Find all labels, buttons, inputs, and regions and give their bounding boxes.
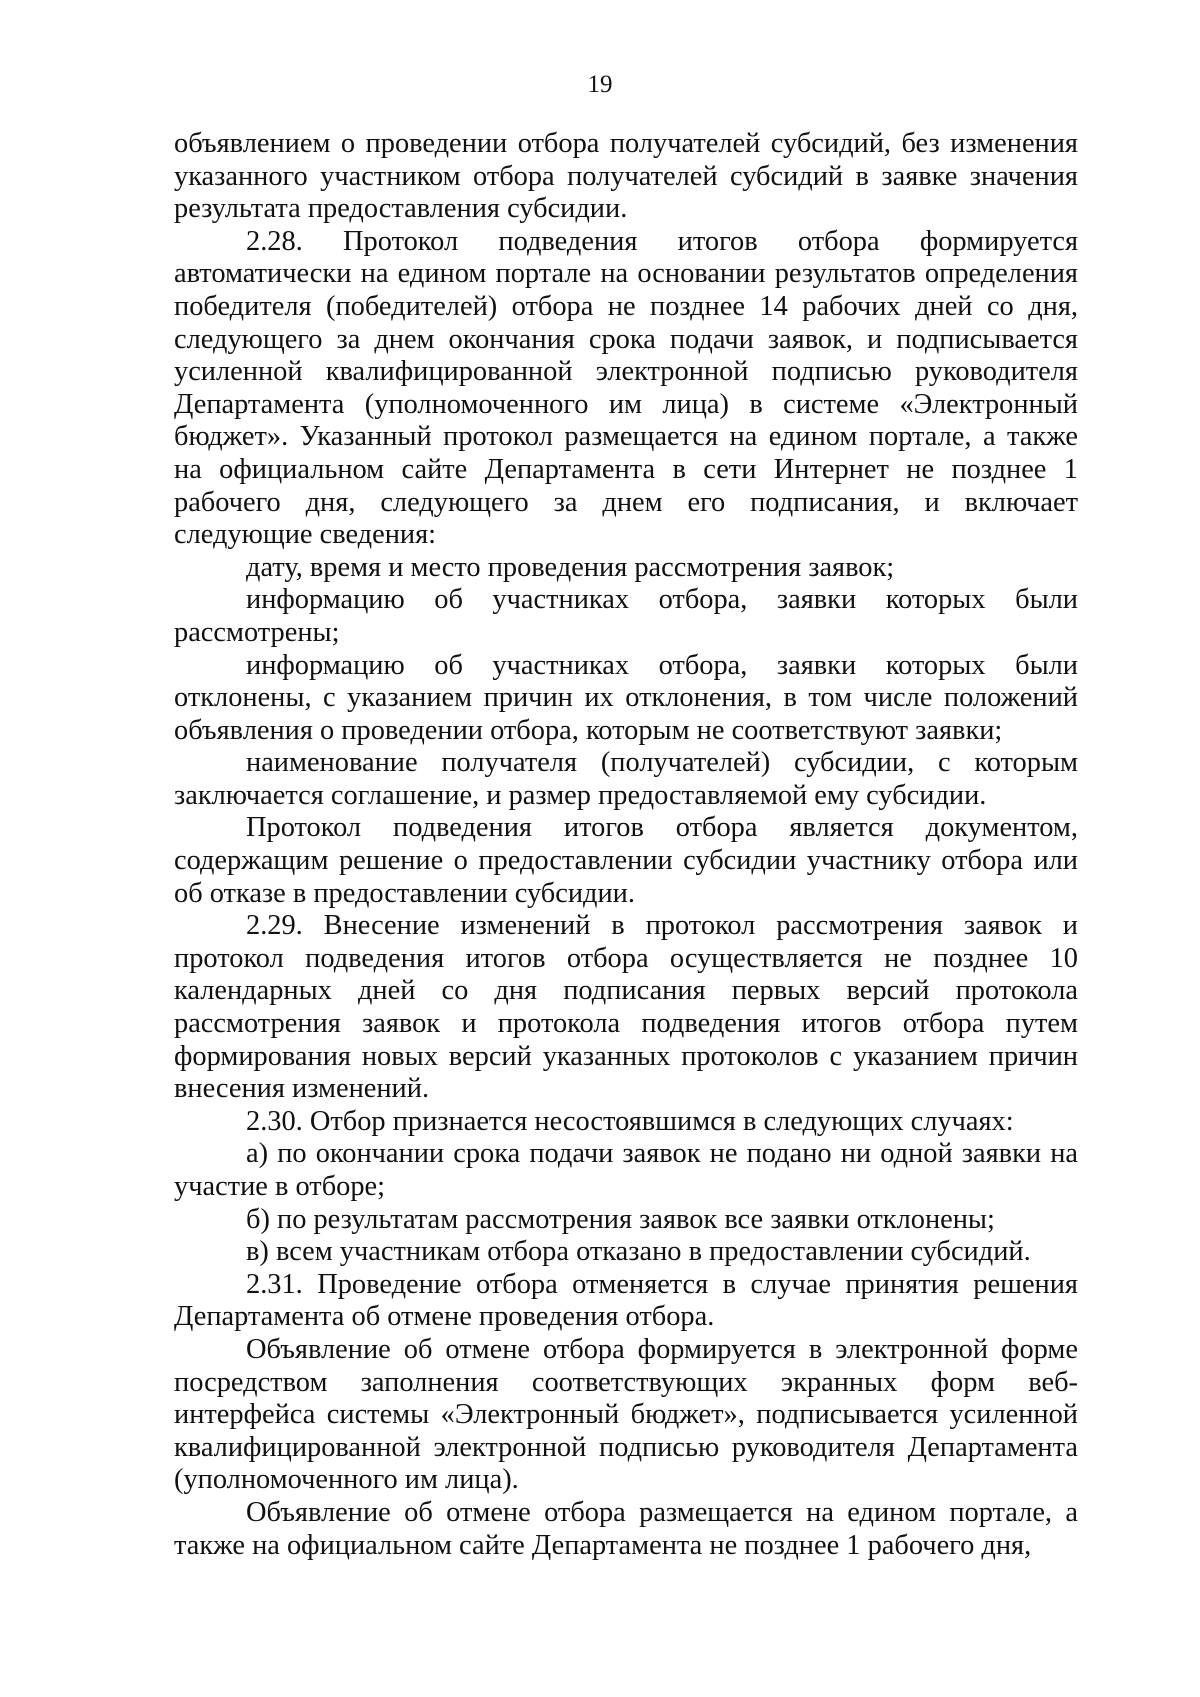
- list-item-v: в) всем участникам отбора отказано в предоставлении субсидий.: [246, 1236, 1031, 1268]
- paragraph-continuation: объявлением о проведении отбора получателей субсидий, без изменения указанного участником отбора получателей субсидий в заявке значения результата предоставления субсидии.: [174, 128, 1078, 225]
- paragraph-protocol-decision: Протокол подведения итогов отбора является документом, содержащим решение о предоставлении субсидии участнику отбора или об отказе в предоставлении субсидии.: [174, 812, 1078, 909]
- list-item-review-date: дату, время и место проведения рассмотрения заявок;: [246, 551, 895, 583]
- paragraph-2-28: 2.28. Протокол подведения итогов отбора формируется автоматически на едином портале на основании результатов определения победителя (победителей) отбора не позднее 14 рабочих дней со дня, следующего за днем окончания срока подачи заявок, и подписывается усиленной квалифицированной электронной подписью руководителя Департамента (уполномоченного им лица) в системе «Электронный бюджет». Указанный протокол размещается на едином портале, а также на официальном сайте Департамента в сети Интернет не позднее 1 рабочего дня, следующего за днем его подписания, и включает следующие сведения:: [174, 225, 1078, 551]
- paragraph-2-31: 2.31. Проведение отбора отменяется в случае принятия решения Департамента об отмене проведения отбора.: [174, 1268, 1078, 1333]
- page-number: 19: [587, 71, 613, 98]
- document-body: [174, 128, 1078, 1562]
- paragraph-2-30: 2.30. Отбор признается несостоявшимся в следующих случаях:: [246, 1105, 1014, 1137]
- list-item-recipient-name: наименование получателя (получателей) субсидии, с которым заключается соглашение, и размер предоставляемой ему субсидии.: [174, 747, 1078, 811]
- list-item-rejected-participants: информацию об участниках отбора, заявки которых были отклонены, с указанием причин их отклонения, в том числе положений объявления о проведении отбора, которым не соответствуют заявки;: [174, 649, 1078, 746]
- list-item-reviewed-participants: информацию об участниках отбора, заявки которых были рассмотрены;: [174, 584, 1078, 648]
- list-item-b: б) по результатам рассмотрения заявок все заявки отклонены;: [246, 1203, 995, 1235]
- paragraph-2-29: 2.29. Внесение изменений в протокол рассмотрения заявок и протокол подведения итогов отбора осуществляется не позднее 10 календарных дней со дня подписания первых версий протокола рассмотрения заявок и протокола подведения итогов отбора путем формирования новых версий указанных протоколов с указанием причин внесения изменений.: [174, 910, 1078, 1105]
- paragraph-cancel-announcement-form: Объявление об отмене отбора формируется в электронной форме посредством заполнения соответствующих экранных форм веб-интерфейса системы «Электронный бюджет», подписывается усиленной квалифицированной электронной подписью руководителя Департамента (уполномоченного им лица).: [174, 1333, 1078, 1496]
- paragraph-cancel-announcement-publication: Объявление об отмене отбора размещается на едином портале, а также на официальном сайте Департамента не позднее 1 рабочего дня,: [174, 1496, 1078, 1561]
- list-item-a: а) по окончании срока подачи заявок не подано ни одной заявки на участие в отборе;: [174, 1138, 1078, 1202]
